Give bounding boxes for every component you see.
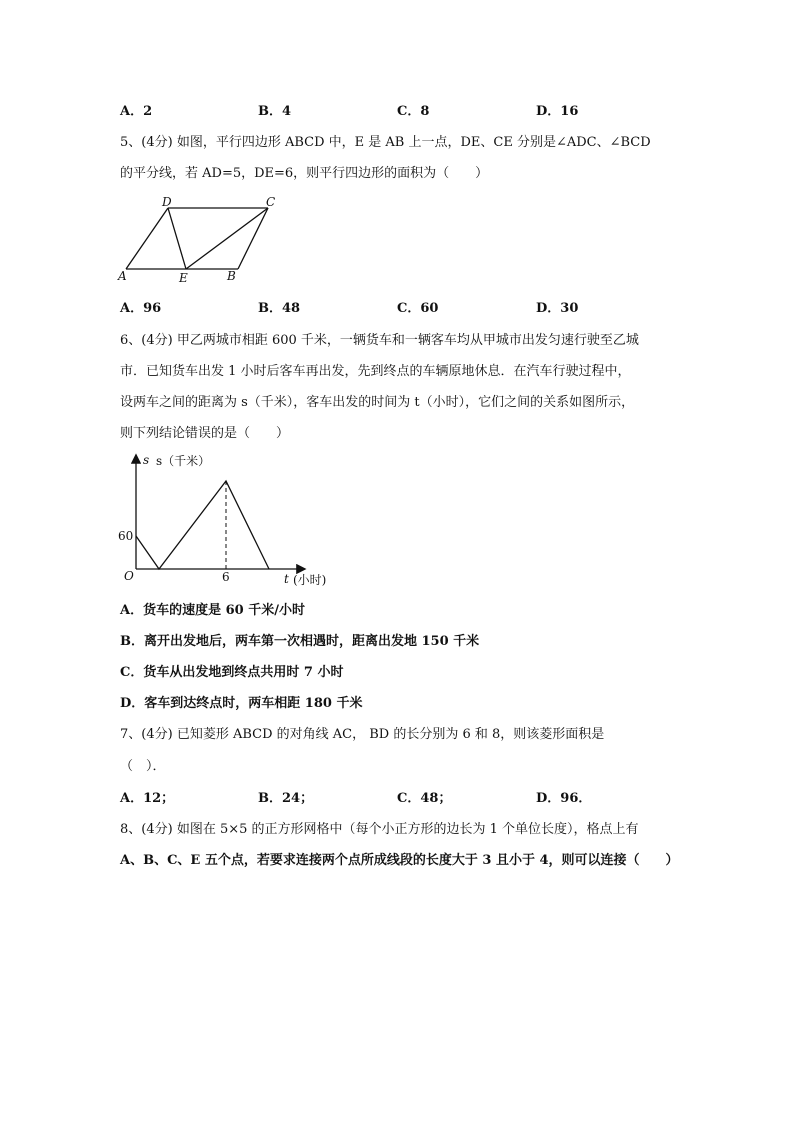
q7-option-d: D．96． [536, 791, 592, 806]
label-a: A [118, 269, 127, 283]
label-e: E [179, 271, 188, 285]
q8-stem-line-2: A、B、C、E 五个点，若要求连接两个点所成线段的长度大于 3 且小于 4，则可以连接（ ） [120, 853, 679, 868]
q6-stem-line-4: 则下列结论错误的是（ ） [120, 426, 290, 441]
distance-time-graph [116, 450, 356, 590]
origin-label: O [124, 569, 134, 583]
x-axis-var: t [284, 572, 289, 586]
q8-stem-line-1: 8、(4分) 如图在 5×5 的正方形网格中（每个小正方形的边长为 1 个单位长度），格点上有 [120, 822, 639, 837]
q7-stem-line-1: 7、(4分) 已知菱形 ABCD 的对角线 AC， BD 的长分别为 6 和 8，则该菱形面积是 [120, 727, 605, 742]
parallelogram-figure [118, 194, 288, 284]
label-d: D [162, 195, 172, 209]
q7-option-a: A．12； [120, 791, 175, 806]
y-tick-60: 60 [118, 529, 134, 543]
q6-option-d: D．客车到达终点时，两车相距 180 千米 [120, 696, 363, 711]
x-axis-label: (小时) [293, 573, 327, 587]
q7-stem-line-2: （ ）． [120, 759, 166, 774]
segment-ce [186, 208, 268, 269]
q5-stem-line-2: 的平分线，若 AD=5，DE=6，则平行四边形的面积为（ ） [120, 166, 489, 181]
q6-stem-line-3: 设两车之间的距离为 s（千米），客车出发的时间为 t（小时），它们之间的关系如图所示， [120, 395, 635, 410]
q4-option-c: C．8 [397, 104, 430, 119]
q4-option-b: B．4 [258, 104, 292, 119]
label-c: C [266, 195, 276, 209]
segment-da [126, 208, 168, 269]
y-axis-label: s（千米） [156, 454, 211, 468]
q7-option-b: B．24； [258, 791, 314, 806]
graph-line [136, 481, 269, 569]
segment-bc [238, 208, 268, 269]
q5-option-d: D．30 [536, 301, 579, 316]
q4-option-d: D．16 [536, 104, 579, 119]
q6-option-a: A．货车的速度是 60 千米/小时 [120, 603, 305, 618]
q7-option-c: C．48； [397, 791, 452, 806]
q6-stem-line-2: 市．已知货车出发 1 小时后客车再出发，先到终点的车辆原地休息．在汽车行驶过程中， [120, 364, 631, 379]
q6-option-c: C．货车从出发地到终点共用时 7 小时 [120, 665, 344, 680]
q4-option-a: A．2 [120, 104, 153, 119]
q6-option-b: B．离开出发地后，两车第一次相遇时，距离出发地 150 千米 [120, 634, 480, 649]
q5-option-c: C．60 [397, 301, 439, 316]
q5-option-a: A．96 [120, 301, 162, 316]
label-b: B [227, 269, 236, 283]
x-tick-6: 6 [222, 570, 230, 584]
q6-stem-line-1: 6、(4分) 甲乙两城市相距 600 千米，一辆货车和一辆客车均从甲城市出发匀速行驶至乙城 [120, 333, 639, 348]
y-axis-var: s [143, 453, 150, 467]
q5-option-b: B．48 [258, 301, 301, 316]
q5-stem-line-1: 5、(4分) 如图，平行四边形 ABCD 中，E 是 AB 上一点，DE、CE 分别是∠ADC、∠BCD [120, 135, 651, 150]
segment-de [168, 208, 186, 269]
